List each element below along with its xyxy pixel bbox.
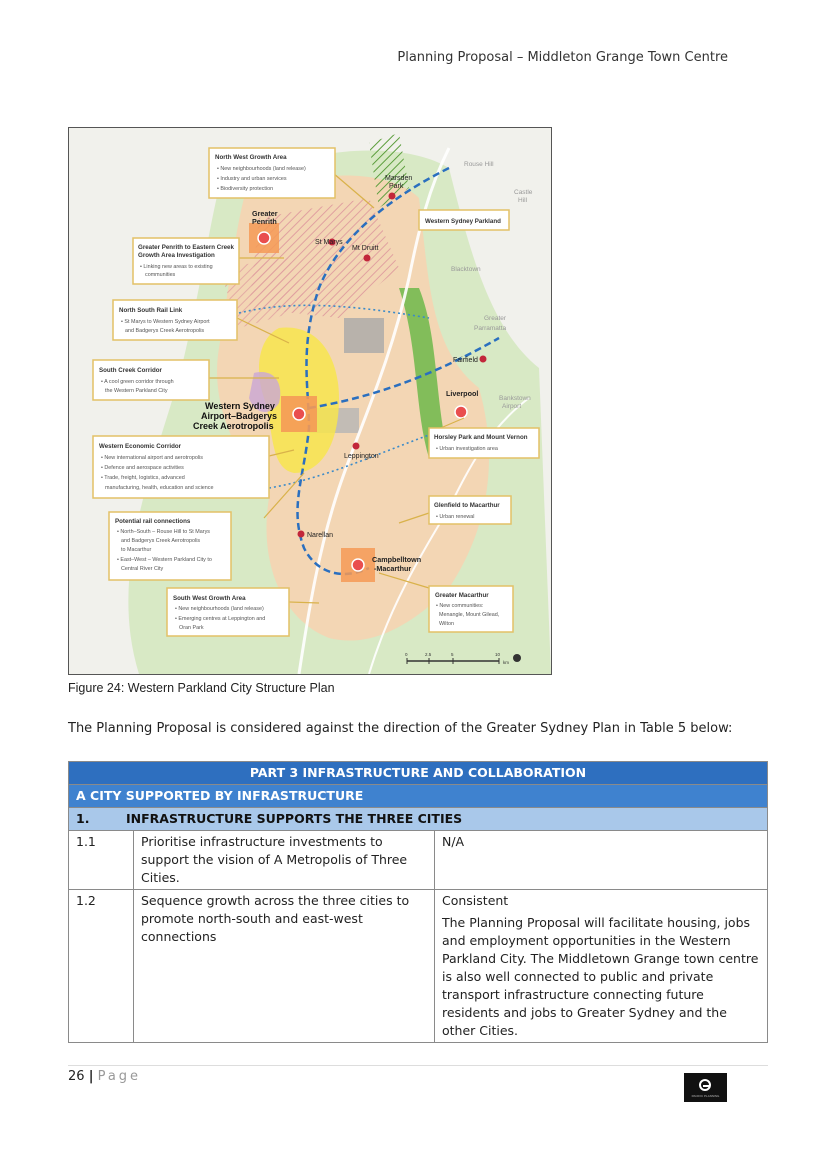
table-section-header-row	[69, 808, 768, 831]
svg-text:Wilton: Wilton	[439, 621, 454, 627]
svg-text:Growth Area Investigation: Growth Area Investigation	[138, 252, 215, 259]
page-number-value: 26	[68, 1069, 85, 1084]
row-objective: Prioritise infrastructure investments to support the vision of A Metropolis of Three Cities.	[134, 831, 435, 890]
svg-text:• Biodiversity protection: • Biodiversity protection	[217, 186, 274, 192]
callout-rail-link	[113, 300, 237, 340]
callout-rail-connections	[109, 512, 231, 580]
table-row	[69, 890, 768, 1043]
svg-text:Hill: Hill	[518, 197, 528, 204]
logo-mark-icon	[699, 1079, 711, 1091]
svg-text:Parramatta: Parramatta	[474, 325, 507, 332]
svg-text:• East–West – Western Parkland: • East–West – Western Parkland City to	[117, 557, 212, 563]
figure-caption	[68, 681, 335, 695]
svg-text:Airport: Airport	[502, 403, 522, 410]
svg-text:• Urban renewal: • Urban renewal	[436, 514, 475, 520]
svg-text:Central River City: Central River City	[121, 566, 164, 572]
svg-text:2.5: 2.5	[425, 652, 432, 657]
svg-text:Horsley Park and Mount Vernon: Horsley Park and Mount Vernon	[434, 434, 528, 441]
svg-text:Oran Park: Oran Park	[179, 625, 204, 631]
svg-text:• St Marys to Western Sydney A: • St Marys to Western Sydney Airport	[121, 319, 210, 325]
svg-text:km: km	[503, 660, 509, 665]
svg-text:Castle: Castle	[514, 189, 533, 196]
svg-text:5: 5	[451, 652, 454, 657]
row-comment: The Planning Proposal will facilitate housing, jobs and employment opportunities in the Western Parkland City. The Middletown Grange town centre is also well connected to public and private transport infrastructure connecting future residents and jobs to Greater Sydney and the other Cities.	[442, 915, 759, 1038]
row-id: 1.2	[69, 890, 134, 1043]
table-theme-header-row	[69, 785, 768, 808]
svg-text:Penrith: Penrith	[252, 217, 277, 226]
svg-text:Greater: Greater	[252, 209, 278, 218]
logo-text: PACIFIC PLANNING	[691, 1094, 720, 1098]
svg-text:Greater: Greater	[484, 315, 507, 322]
callout-south-west	[167, 588, 289, 636]
section-title: INFRASTRUCTURE SUPPORTS THE THREE CITIES	[126, 811, 463, 826]
table-row	[69, 831, 768, 890]
table-theme-header: A CITY SUPPORTED BY INFRASTRUCTURE	[69, 785, 768, 808]
svg-text:South West Growth Area: South West Growth Area	[173, 595, 246, 602]
svg-text:communities: communities	[145, 272, 176, 278]
svg-text:10: 10	[495, 652, 501, 657]
svg-text:Western Sydney Parkland: Western Sydney Parkland	[425, 218, 501, 225]
callout-horsley	[429, 428, 539, 458]
svg-text:Rouse Hill: Rouse Hill	[464, 161, 494, 168]
footer-divider	[68, 1065, 768, 1066]
row-id: 1.1	[69, 831, 134, 890]
section-number: 1.	[76, 811, 90, 826]
svg-text:Campbelltown: Campbelltown	[372, 555, 422, 564]
svg-text:Greater Penrith to Eastern Cre: Greater Penrith to Eastern Creek	[138, 244, 234, 251]
svg-text:Mt Druitt: Mt Druitt	[352, 245, 379, 252]
callout-north-west	[209, 148, 335, 198]
svg-text:• New neighbourhoods (land rel: • New neighbourhoods (land release)	[217, 166, 306, 172]
callout-south-creek	[93, 360, 209, 400]
svg-text:Narellan: Narellan	[307, 532, 334, 539]
svg-text:Creek Aerotropolis: Creek Aerotropolis	[193, 421, 274, 431]
intro-paragraph: The Planning Proposal is considered against the direction of the Greater Sydney Plan in Table 5 below:	[68, 721, 733, 736]
svg-text:Bankstown: Bankstown	[499, 395, 531, 402]
svg-text:• A cool green corridor throug: • A cool green corridor through	[101, 379, 174, 385]
page-number	[68, 1069, 141, 1084]
structure-plan-map	[68, 127, 552, 675]
svg-text:• North–South – Rouse Hill to: • North–South – Rouse Hill to St Marys	[117, 529, 210, 535]
svg-text:St Marys: St Marys	[315, 239, 343, 246]
table-part-header: PART 3 INFRASTRUCTURE AND COLLABORATION	[69, 762, 768, 785]
callout-penrith-eastern-creek	[133, 238, 239, 284]
svg-text:• Linking new areas to existin: • Linking new areas to existing	[140, 264, 213, 270]
svg-text:• New international airport an: • New international airport and aerotropolis	[101, 455, 203, 461]
row-objective: Sequence growth across the three cities to promote north-south and east-west connections	[134, 890, 435, 1043]
svg-text:South Creek Corridor: South Creek Corridor	[99, 367, 162, 374]
callout-economic-corridor	[93, 436, 269, 498]
company-logo	[684, 1073, 727, 1102]
map-graphic	[69, 128, 551, 674]
svg-text:North South Rail Link: North South Rail Link	[119, 307, 183, 314]
callout-macarthur	[429, 586, 513, 632]
plan-consistency-table	[68, 761, 768, 1043]
row-status: Consistent	[442, 893, 509, 908]
svg-text:and Badgerys Creek Aerotropoli: and Badgerys Creek Aerotropolis	[121, 538, 201, 544]
svg-text:• New neighbourhoods (land rel: • New neighbourhoods (land release)	[175, 606, 264, 612]
page-label: Page	[97, 1069, 142, 1084]
svg-text:• Urban investigation area: • Urban investigation area	[436, 446, 498, 452]
row-status: N/A	[442, 834, 465, 849]
svg-text:the Western Parkland City: the Western Parkland City	[105, 388, 168, 394]
svg-text:manufacturing, health, educati: manufacturing, health, education and science	[105, 485, 214, 491]
svg-text:• Trade, freight, logistics, a: • Trade, freight, logistics, advanced	[101, 475, 185, 481]
svg-text:Western Sydney: Western Sydney	[205, 401, 275, 411]
callout-glenfield	[429, 496, 511, 524]
svg-text:• Emerging centres at Leppingt: • Emerging centres at Leppington and	[175, 616, 266, 622]
figure-caption-text: : Western Parkland City Structure Plan	[120, 681, 335, 695]
callout-western-parkland	[419, 210, 509, 230]
svg-text:Park: Park	[389, 183, 404, 190]
svg-text:Liverpool: Liverpool	[446, 389, 479, 398]
page-separator: |	[88, 1069, 94, 1084]
svg-text:• Defence and aerospace activi: • Defence and aerospace activities	[101, 465, 184, 471]
svg-text:-Macarthur: -Macarthur	[374, 564, 412, 573]
svg-text:0: 0	[405, 652, 408, 657]
table-part-header-row	[69, 762, 768, 785]
svg-text:Menangle, Mount Gilead,: Menangle, Mount Gilead,	[439, 612, 500, 618]
svg-text:• Industry and urban services: • Industry and urban services	[217, 176, 287, 182]
svg-text:Blacktown: Blacktown	[451, 266, 481, 273]
svg-text:Potential rail connections: Potential rail connections	[115, 518, 191, 525]
page-header-title: Planning Proposal – Middleton Grange Town Centre	[397, 50, 728, 65]
svg-text:to Macarthur: to Macarthur	[121, 547, 152, 553]
svg-text:Leppington: Leppington	[344, 453, 379, 460]
svg-text:Western Economic Corridor: Western Economic Corridor	[99, 443, 182, 450]
svg-text:North West Growth Area: North West Growth Area	[215, 154, 287, 161]
svg-text:Marsden: Marsden	[385, 175, 413, 182]
svg-text:• New communities:: • New communities:	[436, 603, 484, 609]
figure-label: Figure 24	[68, 681, 121, 695]
svg-text:Glenfield to Macarthur: Glenfield to Macarthur	[434, 502, 500, 509]
svg-text:Airport–Badgerys: Airport–Badgerys	[201, 411, 278, 421]
svg-text:Fairfield: Fairfield	[453, 357, 478, 364]
svg-text:and Badgerys Creek Aerotropoli: and Badgerys Creek Aerotropolis	[125, 328, 205, 334]
svg-text:Greater Macarthur: Greater Macarthur	[435, 592, 489, 599]
